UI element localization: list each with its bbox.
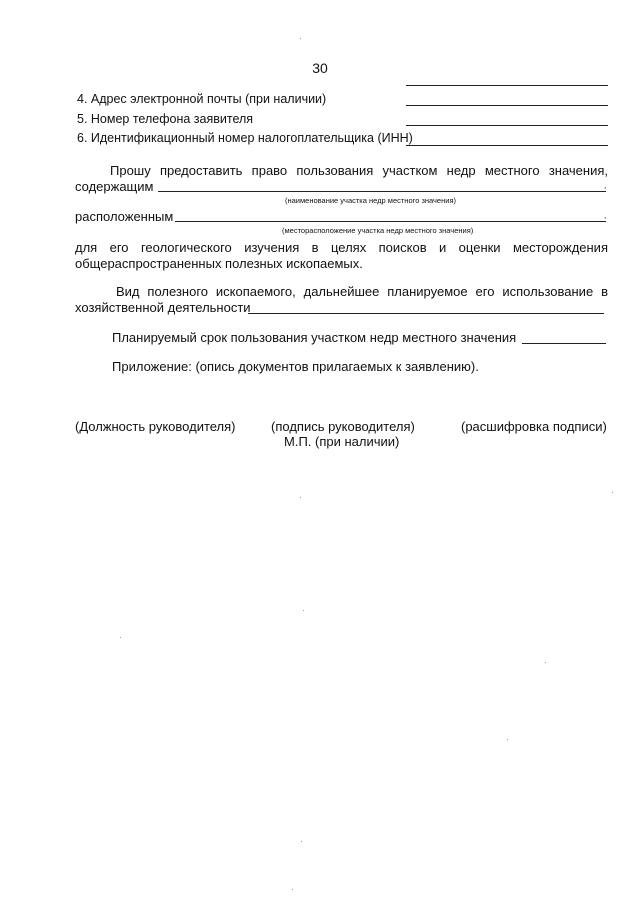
mineral-line-2: хозяйственной деятельности (75, 300, 251, 315)
scan-speck (300, 497, 301, 498)
inn-field-line (406, 145, 608, 146)
attachment-text: Приложение: (опись документов прилагаемых к заявлению). (112, 359, 479, 374)
term-line (522, 343, 606, 344)
email-field-label: 4. Адрес электронной почты (при наличии) (77, 92, 327, 106)
field-line-top (406, 85, 608, 86)
term-label: Планируемый срок пользования участком недр местного значения (112, 330, 517, 345)
scan-speck (301, 841, 302, 842)
request-line-5: общераспространенных полезных ископаемых. (75, 256, 363, 271)
position-caption: (Должность руководителя) (75, 419, 236, 434)
scan-speck (292, 889, 293, 890)
request-line-4: для его геологического изучения в целях поисков и оценки месторождения (75, 240, 608, 255)
request-line-3-prefix: расположенным (75, 209, 174, 224)
scan-speck (120, 637, 121, 638)
subsoil-location-line (175, 221, 606, 222)
signature-caption: (подпись руководителя) (271, 419, 415, 434)
stamp-caption: М.П. (при наличии) (284, 434, 400, 449)
scan-speck (612, 492, 613, 493)
mineral-use-line (248, 313, 604, 314)
request-line-2-prefix: содержащим (75, 179, 154, 194)
scan-speck (507, 739, 508, 740)
request-line-2-end: , (604, 181, 607, 190)
phone-field-line (406, 125, 608, 126)
page-number: 30 (312, 60, 328, 76)
subsoil-location-caption: (месторасположение участка недр местного значения) (282, 226, 474, 235)
subsoil-name-line (158, 191, 606, 192)
phone-field-label: 5. Номер телефона заявителя (77, 112, 254, 126)
scan-speck (545, 662, 546, 663)
request-line-3-end: , (604, 211, 607, 220)
signature-decode-caption: (расшифровка подписи) (461, 419, 607, 434)
email-field-line (406, 105, 608, 106)
inn-field-label: 6. Идентификационный номер налогоплательщика (ИНН) (77, 131, 413, 145)
subsoil-name-caption: (наименование участка недр местного значения) (285, 196, 456, 205)
scan-speck (303, 610, 304, 611)
scan-speck (300, 38, 301, 39)
mineral-line-1: Вид полезного ископаемого, дальнейшее планируемое его использование в (116, 284, 608, 299)
request-line-1: Прошу предоставить право пользования участком недр местного значения, (110, 163, 608, 178)
